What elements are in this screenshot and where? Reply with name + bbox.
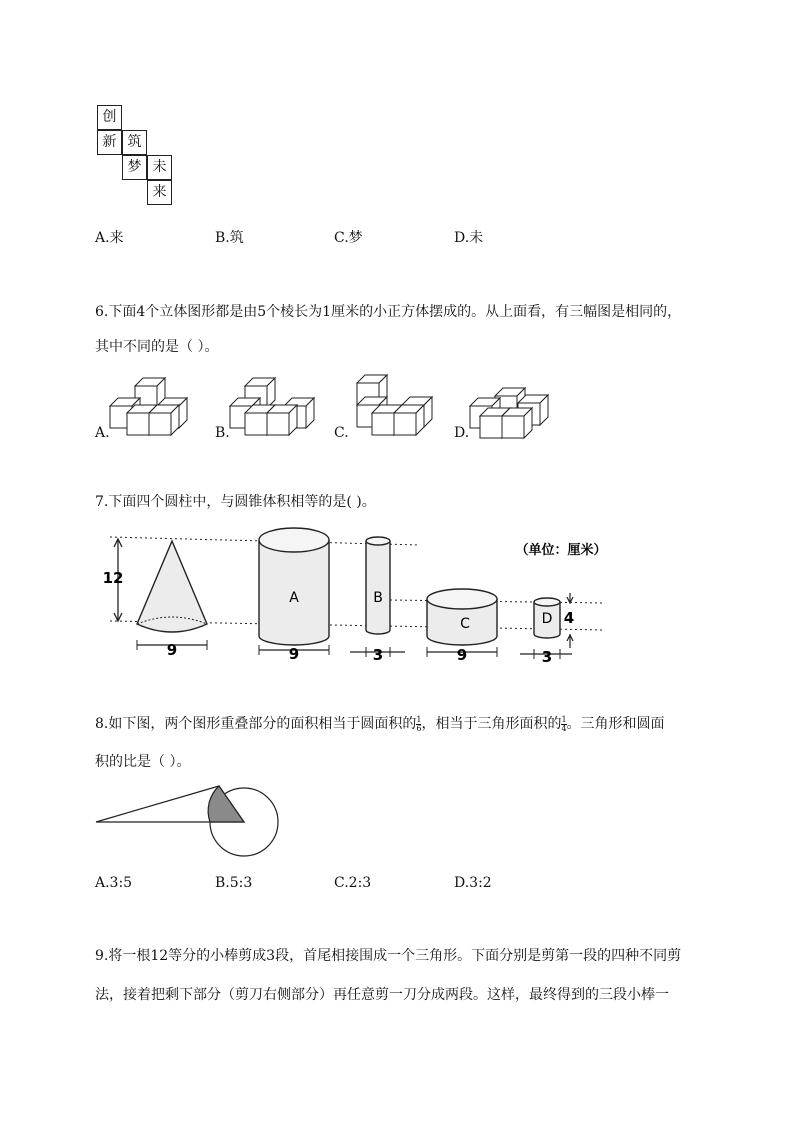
cone-base-label: 9 [166,641,178,659]
q8-stem-part2: ，相当于三角形面积的 [421,716,562,732]
q6-label-a: A. [95,425,110,441]
q8-stem-line2: 积的比是（ ）。 [95,754,191,770]
triangle-circle-figure [96,786,278,856]
q6-label-b: B. [215,425,230,441]
unit-label: （单位：厘米） [515,543,607,558]
option-c[interactable]: C.梦 [334,230,363,246]
q9-stem-line1: 9.将一根12等分的小棒剪成3段，首尾相接围成一个三角形。下面分别是剪第一段的四种不同剪 [95,948,682,964]
cylinder-b-label: B [373,590,383,606]
cone-height-label: 12 [102,569,124,587]
cylinder-a [259,528,329,645]
q9-stem-line2: 法，接着把剩下部分（剪刀右侧部分）再任意剪一刀分成两段。这样，最终得到的三段小棒一 [95,987,669,1003]
option-b[interactable]: B.筑 [215,230,244,246]
cylinder-b [366,537,390,634]
cylinder-a-base: 9 [288,645,300,663]
q8-stem-part1: 8.如下图，两个图形重叠部分的面积相当于圆面积的 [95,716,417,732]
cylinder-c-label: C [460,616,470,632]
cone [137,541,207,632]
cylinder-d-label: D [541,611,553,627]
net-cell: 筑 [122,130,147,155]
cube-figure-c [357,375,432,435]
q6-label-c: C. [334,425,349,441]
q8-option-c[interactable]: C.2:3 [334,875,372,891]
q7-stem: 7.下面四个圆柱中，与圆锥体积相等的是( )。 [95,494,376,510]
net-cell: 创 [97,105,122,130]
cylinder-a-label: A [289,590,299,606]
cube-figure-a [110,378,187,435]
cube-figure-b [230,378,314,435]
cylinder-c-base: 9 [456,646,468,664]
q8-option-b[interactable]: B.5:3 [215,875,253,891]
net-cell: 梦 [122,155,147,180]
cylinder-d-height: 4 [563,609,575,627]
cube-figure-d [470,388,548,438]
q8-option-d[interactable]: D.3:2 [454,875,492,891]
option-d[interactable]: D.未 [454,230,484,246]
q8-stem-part3: 。三角形和圆面 [566,716,665,732]
fraction-2-den: 4 [561,723,567,733]
net-cell: 未 [147,155,172,180]
q6-stem-line1: 6.下面4个立体图形都是由5个棱长为1厘米的小正方体摆成的。从上面看，有三幅图是相同的， [95,304,682,320]
fraction-2-num: 1 [561,714,567,724]
q6-stem-line2: 其中不同的是（ ）。 [95,339,219,355]
fraction-1-num: 1 [416,714,422,724]
net-cell: 新 [97,130,122,155]
q6-label-d: D. [454,425,470,441]
cylinder-b-base: 3 [372,646,384,664]
cylinder-d-base: 3 [541,648,553,666]
q8-stem-line1 [95,714,665,734]
net-cell: 来 [147,180,172,205]
option-a[interactable]: A.来 [95,230,124,246]
fraction-1-den: 6 [416,723,422,733]
q8-option-a[interactable]: A.3:5 [95,875,133,891]
